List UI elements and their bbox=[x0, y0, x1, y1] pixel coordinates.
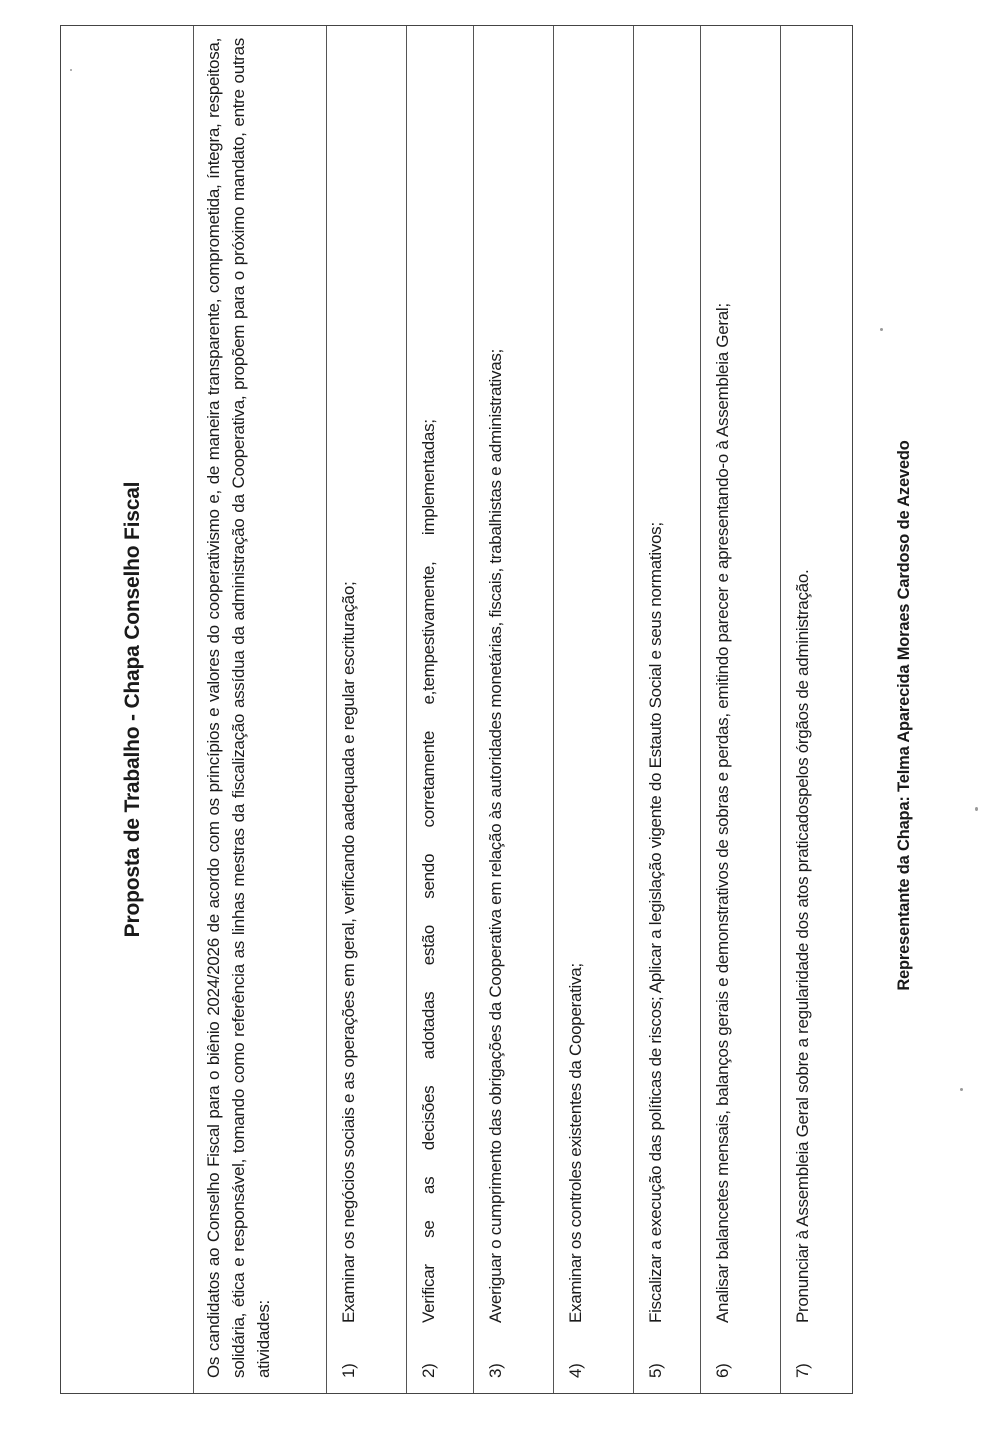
proposal-table bbox=[60, 25, 853, 1394]
scan-speck bbox=[960, 1088, 963, 1091]
scan-speck bbox=[880, 328, 883, 331]
item-number: 3) bbox=[486, 1363, 505, 1378]
title-row bbox=[61, 26, 194, 1393]
intro-row bbox=[194, 26, 327, 1393]
item-number: 5) bbox=[646, 1363, 665, 1378]
item-text: Pronunciar à Assembleia Geral sobre a regularidade dos atos praticadospelos órgãos de administração. bbox=[793, 569, 812, 1323]
list-item bbox=[474, 26, 554, 1393]
item-text: Examinar os controles existentes da Cooperativa; bbox=[566, 963, 585, 1323]
list-item bbox=[407, 26, 474, 1393]
list-item bbox=[554, 26, 634, 1393]
item-number: 2) bbox=[419, 1363, 438, 1378]
item-text: Analisar balancetes mensais, balanços gerais e demonstrativos de sobras e perdas, emitindo parecer e apresentando-o à Assembleia Geral; bbox=[713, 303, 732, 1323]
scan-speck bbox=[70, 69, 72, 71]
list-item bbox=[781, 26, 851, 1393]
item-text: Fiscalizar a execução das políticas de riscos; Aplicar a legislação vigente do Estauto Social e seus normativos; bbox=[646, 522, 665, 1323]
item-number: 7) bbox=[793, 1363, 812, 1378]
item-number: 1) bbox=[339, 1363, 358, 1378]
list-item bbox=[701, 26, 781, 1393]
item-text: Examinar os negócios sociais e as operações em geral, verificando aadequada e regular escrituração; bbox=[339, 581, 358, 1323]
scan-speck bbox=[975, 807, 978, 811]
intro-paragraph: Os candidatos ao Conselho Fiscal para o biênio 2024/2026 de acordo com os princípios e valores do cooperativismo e, de maneira transparente, comprometida, íntegra, respeitosa, solidária, ética e responsável, tomando como referência as linhas mestras da fiscalização assídua da administração da Cooperativa, propõem para o próximo mandato, entre outras atividades: bbox=[204, 38, 273, 1378]
item-number: 6) bbox=[713, 1363, 732, 1378]
item-text: Averiguar o cumprimento das obrigações da Cooperativa em relação às autoridades monetárias, fiscais, trabalhistas e administrativas; bbox=[486, 349, 505, 1323]
item-text: Verificar se as decisões adotadas estão sendo corretamente e,tempestivamente, implementadas; bbox=[419, 419, 438, 1323]
list-item bbox=[327, 26, 407, 1393]
signature-line: Representante da Chapa: Telma Aparecida Moraes Cardoso de Azevedo bbox=[895, 440, 913, 991]
list-item bbox=[634, 26, 701, 1393]
item-number: 4) bbox=[566, 1363, 585, 1378]
document-title: Proposta de Trabalho - Chapa Conselho Fiscal bbox=[121, 481, 144, 938]
